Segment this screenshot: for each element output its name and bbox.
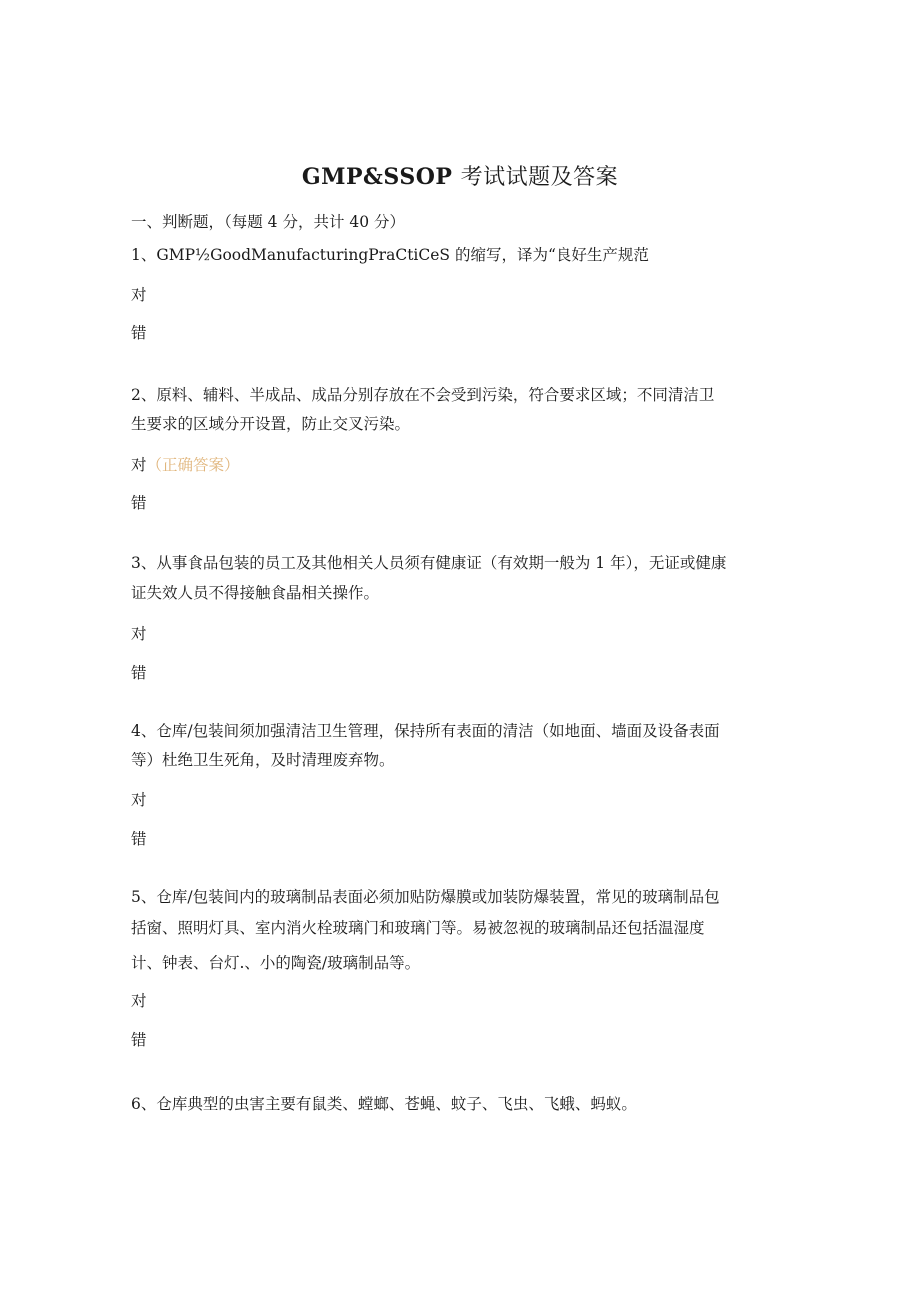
correct-answer-note: （正确答案） bbox=[146, 456, 240, 474]
question-3-line-2: 证失效人员不得接触食晶相关操作。 bbox=[131, 584, 380, 602]
question-3-line-1: 3、从事食品包装的员工及其他相关人员须有健康证（有效期一般为 1 年），无证或健康 bbox=[131, 554, 727, 572]
option-label: 错 bbox=[131, 664, 147, 682]
question-5-option-true[interactable] bbox=[131, 991, 147, 1011]
question-5-line-1: 5、仓库/包装间内的玻璃制品表面必须加贴防爆膜或加装防爆装置，常见的玻璃制品包 bbox=[131, 888, 720, 906]
option-label: 对 bbox=[131, 286, 147, 304]
question-1-line-1: 1、GMP½GoodManufacturingPraCtiCeS 的缩写，译为“良好生产规范 bbox=[131, 246, 649, 264]
question-3-option-true[interactable] bbox=[131, 624, 147, 644]
question-5-line-3: 计、钟表、台灯.、小的陶瓷/玻璃制品等。 bbox=[131, 954, 421, 972]
option-label: 错 bbox=[131, 1031, 147, 1049]
option-label: 错 bbox=[131, 324, 147, 342]
section-heading: 一、判断题，（每题 4 分，共计 40 分） bbox=[131, 213, 406, 231]
option-label: 对 bbox=[131, 456, 147, 474]
question-2-option-false[interactable] bbox=[131, 493, 147, 513]
title-latin: GMP&SSOP bbox=[301, 164, 453, 190]
question-2-option-true[interactable] bbox=[131, 455, 240, 475]
question-4-option-false[interactable] bbox=[131, 829, 147, 849]
option-label: 对 bbox=[131, 992, 147, 1010]
question-1-option-true[interactable] bbox=[131, 285, 147, 305]
option-label: 错 bbox=[131, 830, 147, 848]
question-3-option-false[interactable] bbox=[131, 663, 147, 683]
question-4-line-2: 等）杜绝卫生死角，及时清理废弃物。 bbox=[131, 751, 395, 769]
question-5-line-2: 括窗、照明灯具、室内消火栓玻璃门和玻璃门等。易被忽视的玻璃制品还包括温湿度 bbox=[131, 919, 705, 937]
question-2-line-1: 2、原料、辅料、半成品、成品分别存放在不会受到污染，符合要求区域；不同清洁卫 bbox=[131, 386, 715, 404]
question-6-line-1: 6、仓库典型的虫害主要有鼠类、螳螂、苍蝇、蚊子、飞虫、飞蛾、蚂蚁。 bbox=[131, 1095, 637, 1113]
title-chinese: 考试试题及答案 bbox=[460, 165, 619, 190]
option-label: 对 bbox=[131, 625, 147, 643]
option-label: 错 bbox=[131, 494, 147, 512]
option-label: 对 bbox=[131, 791, 147, 809]
page-title bbox=[0, 160, 920, 191]
question-4-line-1: 4、仓库/包装间须加强清洁卫生管理，保持所有表面的清洁（如地面、墙面及设备表面 bbox=[131, 722, 720, 740]
question-2-line-2: 生要求的区域分开设置，防止交叉污染。 bbox=[131, 415, 411, 433]
question-5-option-false[interactable] bbox=[131, 1030, 147, 1050]
question-4-option-true[interactable] bbox=[131, 790, 147, 810]
question-1-option-false[interactable] bbox=[131, 323, 147, 343]
